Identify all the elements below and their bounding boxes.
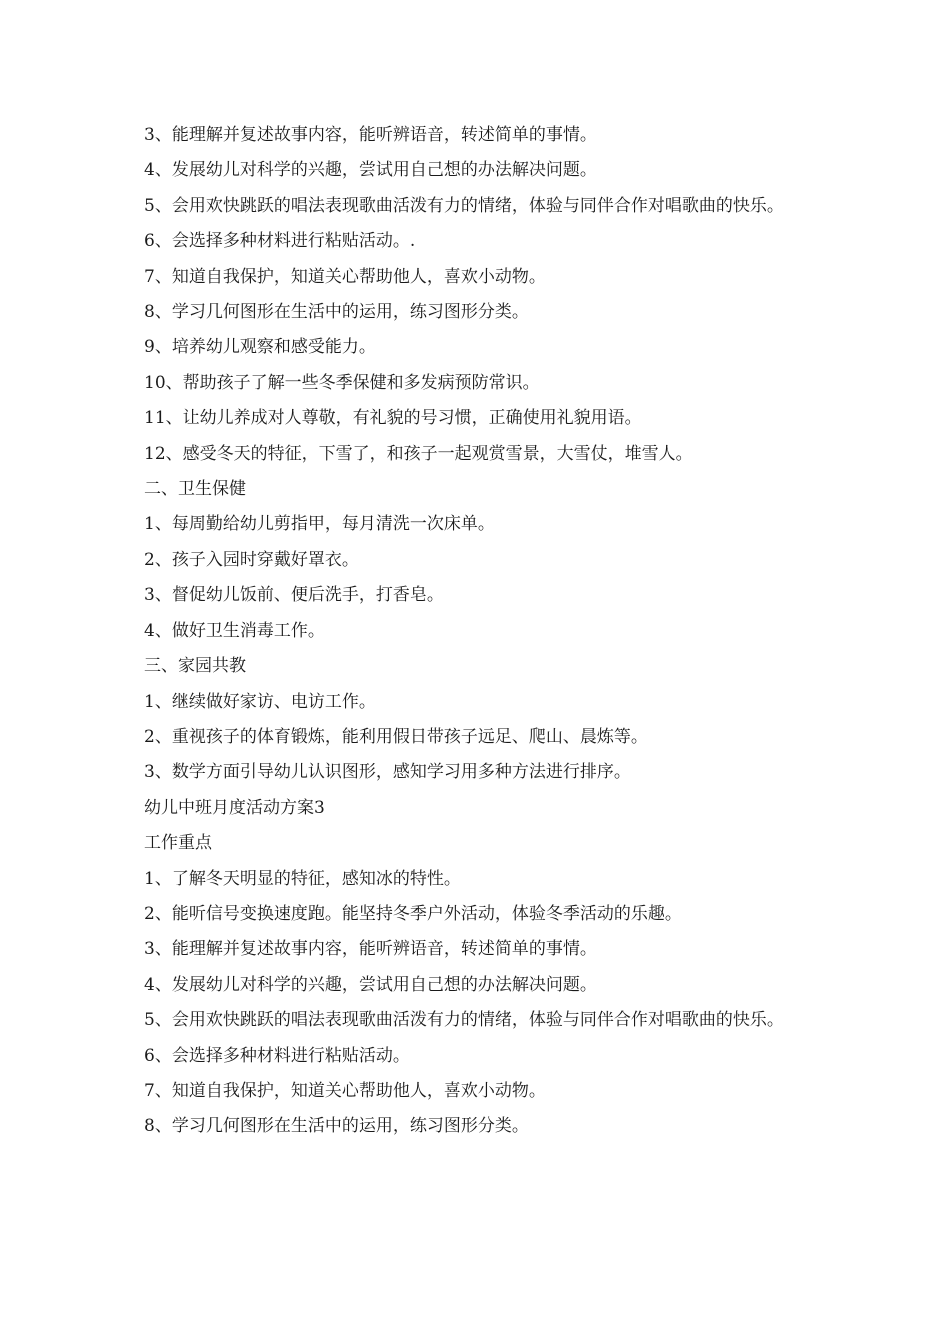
section-heading: 二、卫生保健 (144, 479, 246, 500)
list-item: 4、做好卫生消毒工作。 (144, 620, 325, 641)
list-item: 5、会用欢快跳跃的唱法表现歌曲活泼有力的情绪，体验与同伴合作对唱歌曲的快乐。 (144, 1010, 784, 1031)
list-item: 5、会用欢快跳跃的唱法表现歌曲活泼有力的情绪，体验与同伴合作对唱歌曲的快乐。 (144, 195, 784, 216)
section-heading: 三、家园共教 (144, 656, 246, 677)
list-item: 7、知道自我保护，知道关心帮助他人，喜欢小动物。 (144, 266, 546, 287)
list-item: 2、孩子入园时穿戴好罩衣。 (144, 549, 359, 570)
document-body (144, 118, 814, 1145)
list-item: 9、培养幼儿观察和感受能力。 (144, 337, 376, 358)
list-item: 1、了解冬天明显的特征，感知冰的特性。 (144, 868, 461, 889)
list-item: 12、感受冬天的特征，下雪了，和孩子一起观赏雪景，大雪仗，堆雪人。 (144, 443, 693, 464)
list-item: 1、每周勤给幼儿剪指甲，每月清洗一次床单。 (144, 514, 495, 535)
list-item: 3、督促幼儿饭前、便后洗手，打香皂。 (144, 585, 444, 606)
list-item: 8、学习几何图形在生活中的运用，练习图形分类。 (144, 1116, 529, 1137)
list-item: 1、继续做好家访、电访工作。 (144, 691, 376, 712)
list-item: 10、帮助孩子了解一些冬季保健和多发病预防常识。 (144, 372, 540, 393)
section-heading: 工作重点 (144, 833, 212, 854)
list-item: 2、能听信号变换速度跑。能坚持冬季户外活动，体验冬季活动的乐趣。 (144, 903, 682, 924)
list-item: 4、发展幼儿对科学的兴趣，尝试用自己想的办法解决问题。 (144, 974, 597, 995)
list-item: 3、数学方面引导幼儿认识图形，感知学习用多种方法进行排序。 (144, 762, 631, 783)
list-item: 7、知道自我保护，知道关心帮助他人，喜欢小动物。 (144, 1080, 546, 1101)
list-item: 4、发展幼儿对科学的兴趣，尝试用自己想的办法解决问题。 (144, 160, 597, 181)
document-title: 幼儿中班月度活动方案3 (144, 797, 325, 818)
list-item: 2、重视孩子的体育锻炼，能利用假日带孩子远足、爬山、晨炼等。 (144, 726, 648, 747)
list-item: 6、会选择多种材料进行粘贴活动。. (144, 231, 416, 252)
list-item: 8、学习几何图形在生活中的运用，练习图形分类。 (144, 302, 529, 323)
list-item: 11、让幼儿养成对人尊敬，有礼貌的号习惯，正确使用礼貌用语。 (144, 408, 642, 429)
list-item: 3、能理解并复述故事内容，能听辨语音，转述简单的事情。 (144, 939, 597, 960)
list-item: 6、会选择多种材料进行粘贴活动。 (144, 1045, 410, 1066)
list-item: 3、能理解并复述故事内容，能听辨语音，转述简单的事情。 (144, 125, 597, 145)
